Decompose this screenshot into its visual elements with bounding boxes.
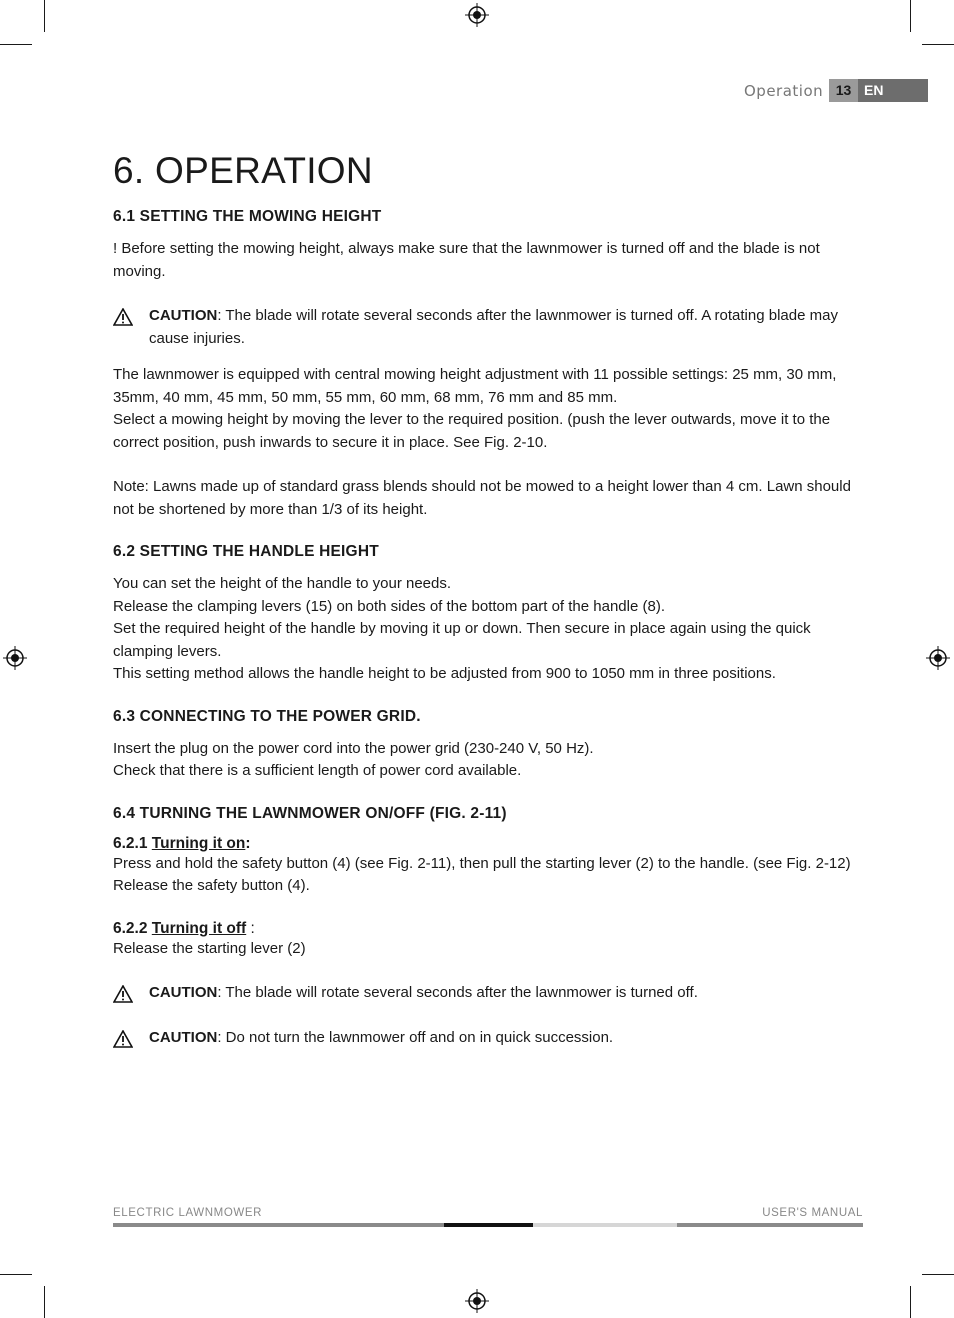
- crop-mark: [44, 0, 45, 32]
- caution-note: [113, 305, 863, 350]
- warning-icon: [113, 308, 133, 326]
- caution-label: CAUTION: [149, 1028, 218, 1046]
- turning-on-text: Release the safety button (4).: [113, 877, 310, 894]
- section-heading-6-3: 6.3 CONNECTING TO THE POWER GRID.: [113, 707, 421, 725]
- warning-icon: [113, 985, 133, 1003]
- registration-mark-icon: [926, 646, 950, 670]
- page-content: [113, 150, 863, 1049]
- subsection-colon: :: [245, 834, 251, 852]
- crop-mark: [910, 1286, 911, 1318]
- footer-product-name: ELECTRIC LAWNMOWER: [113, 1207, 263, 1219]
- handle-line: Release the clamping levers (15) on both sides of the bottom part of the handle (8).: [113, 597, 665, 615]
- caution-text: : Do not turn the lawnmower off and on in quick succession.: [217, 1028, 614, 1046]
- footer-bar-black: [444, 1223, 533, 1227]
- power-line: Insert the plug on the power cord into the power grid (230-240 V, 50 Hz).: [113, 739, 594, 757]
- running-header-section: Operation: [744, 82, 824, 100]
- language-badge: EN: [858, 79, 928, 102]
- section-heading-6-4: 6.4 TURNING THE LAWNMOWER ON/OFF (FIG. 2-11): [113, 804, 507, 822]
- caution-note: [113, 1027, 863, 1050]
- handle-line: This setting method allows the handle height to be adjusted from 900 to 1050 mm in three positions.: [113, 665, 776, 682]
- crop-mark: [0, 44, 32, 45]
- caution-label: CAUTION: [149, 307, 218, 324]
- section-heading-6-2: 6.2 SETTING THE HANDLE HEIGHT: [113, 543, 379, 560]
- page-title: 6. OPERATION: [113, 150, 373, 191]
- subsection-colon: :: [246, 919, 255, 937]
- page-number: 13: [829, 79, 858, 102]
- section-heading-6-1: 6.1 SETTING THE MOWING HEIGHT: [113, 208, 382, 225]
- power-line: Check that there is a sufficient length of power cord available.: [113, 762, 522, 779]
- footer-bar-gray-end: [677, 1223, 863, 1227]
- caution-label: CAUTION: [149, 984, 218, 1001]
- handle-line: Set the required height of the handle by moving it up or down. Then secure in place again using the quick clamping levers.: [113, 620, 811, 660]
- footer-document-type: USER'S MANUAL: [762, 1207, 863, 1219]
- mowing-settings-paragraph: The lawnmower is equipped with central mowing height adjustment with 11 possible settings: 25 mm, 30 mm, 35mm, 40 mm, 45 mm, 50 mm, 55 mm, 60 mm, 68 mm, 76 mm and 85 mm.: [113, 366, 837, 406]
- caution-text: : The blade will rotate several seconds after the lawnmower is turned off. A rotating blade may cause injuries.: [149, 307, 838, 347]
- subsection-number: 6.2.1: [113, 834, 148, 852]
- lawn-note: Note: Lawns made up of standard grass blends should not be mowed to a height lower than 4 cm. Lawn should not be shortened by more than 1/3 of its height.: [113, 478, 851, 518]
- subsection-turning-on: [113, 835, 863, 853]
- footer-bar-light: [533, 1223, 677, 1227]
- crop-mark: [0, 1274, 32, 1275]
- subsection-number: 6.2.2: [113, 919, 148, 937]
- crop-mark: [922, 1274, 954, 1275]
- crop-mark: [44, 1286, 45, 1318]
- registration-mark-icon: [3, 646, 27, 670]
- subsection-title: Turning it on: [151, 834, 246, 852]
- caution-note: [113, 982, 863, 1005]
- registration-mark-icon: [465, 3, 489, 27]
- turning-off-text: Release the starting lever (2): [113, 939, 306, 957]
- subsection-title: Turning it off: [151, 919, 247, 937]
- crop-mark: [922, 44, 954, 45]
- registration-mark-icon: [465, 1289, 489, 1313]
- mowing-lever-paragraph: Select a mowing height by moving the lever to the required position. (push the lever outwards, move it to the correct position, push inwards to secure it in place. See Fig. 2-10.: [113, 411, 831, 451]
- footer-bar-gray: [113, 1223, 444, 1227]
- section-6-1-intro: ! Before setting the mowing height, always make sure that the lawnmower is turned off and the blade is not moving.: [113, 240, 820, 280]
- caution-text: : The blade will rotate several seconds after the lawnmower is turned off.: [217, 984, 698, 1001]
- turning-on-text: Press and hold the safety button (4) (see Fig. 2-11), then pull the starting lever (2) to the handle. (see Fig. 2-12): [113, 854, 851, 872]
- crop-mark: [910, 0, 911, 32]
- handle-line: You can set the height of the handle to your needs.: [113, 575, 452, 592]
- warning-icon: [113, 1030, 133, 1048]
- subsection-turning-off: [113, 920, 863, 938]
